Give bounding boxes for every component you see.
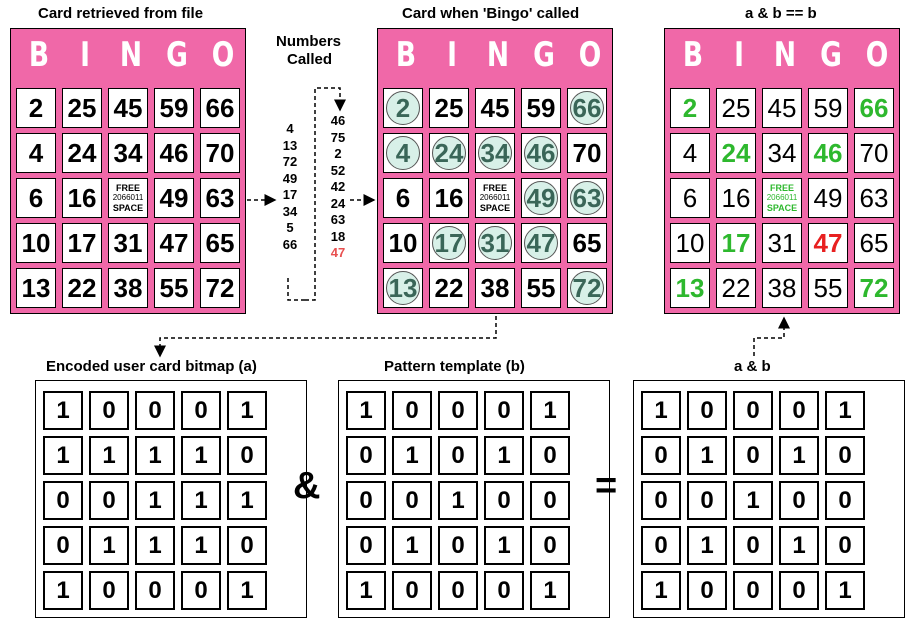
card-cell: 66: [200, 88, 240, 128]
bingo-letter-g: G: [166, 35, 188, 75]
bit-cell: 0: [392, 571, 432, 610]
called-number: 24: [330, 195, 346, 211]
card-cell: 59: [521, 88, 561, 128]
card-cell: 13: [16, 268, 56, 308]
bit-cell: 0: [530, 481, 570, 520]
card-cell: 46: [154, 133, 194, 173]
card-cell: 47: [154, 223, 194, 263]
bit-cell: 0: [779, 481, 819, 520]
called-number: 46: [330, 113, 346, 128]
card-cell: 24: [429, 133, 469, 173]
called-number: 2: [334, 146, 342, 161]
card-cell: 17: [62, 223, 102, 263]
bingo-letter-b: B: [682, 35, 704, 75]
card-cell: 6: [383, 178, 423, 218]
bingo-letter-o: O: [211, 35, 235, 75]
bit-cell: 0: [89, 391, 129, 430]
bit-cell: 0: [779, 571, 819, 610]
bit-cell: 0: [89, 481, 129, 520]
bit-cell: 1: [779, 526, 819, 565]
card-cell: 17: [716, 223, 756, 263]
bit-cell: 0: [392, 391, 432, 430]
card-cell: 72: [567, 268, 607, 308]
card-cell: 65: [854, 223, 894, 263]
bit-cell: 0: [43, 481, 83, 520]
bingo-letter-n: N: [486, 35, 510, 75]
bingo-letter-o: O: [865, 35, 889, 75]
card-cell: 66: [567, 88, 607, 128]
card-cell: 47: [808, 223, 848, 263]
bit-cell: 1: [438, 481, 478, 520]
called-number: 47: [330, 245, 346, 260]
bit-cell: 0: [825, 481, 865, 520]
card-cell: 70: [567, 133, 607, 173]
card-cell: 49: [808, 178, 848, 218]
bit-cell: 0: [530, 436, 570, 475]
bit-cell: 0: [346, 481, 386, 520]
bingo-letter-o: O: [578, 35, 602, 75]
card-cell: 10: [670, 223, 710, 263]
card-cell: 6: [16, 178, 56, 218]
card-cell: 13: [670, 268, 710, 308]
card-cell: 34: [108, 133, 148, 173]
card-cell: 55: [521, 268, 561, 308]
card-cell: 17: [429, 223, 469, 263]
bit-cell: 0: [825, 436, 865, 475]
title-card-bingo: Card when 'Bingo' called: [402, 5, 580, 22]
called-number: 13: [282, 137, 298, 153]
card-cell: 49: [521, 178, 561, 218]
bit-cell: 1: [484, 436, 524, 475]
bit-cell: 0: [43, 526, 83, 565]
card-cell: 63: [854, 178, 894, 218]
bit-cell: 0: [438, 571, 478, 610]
card-cell: 34: [475, 133, 515, 173]
arrow-and-to-result: [754, 318, 784, 356]
card-cell: 72: [854, 268, 894, 308]
card-cell: 2: [383, 88, 423, 128]
title-and-result: a & b: [734, 358, 771, 375]
bit-cell: 0: [733, 391, 773, 430]
card-cell: 38: [762, 268, 802, 308]
bingo-letter-b: B: [395, 35, 417, 75]
bit-cell: 0: [346, 526, 386, 565]
bit-cell: 0: [733, 526, 773, 565]
bit-cell: 1: [825, 571, 865, 610]
card-cell: 31: [475, 223, 515, 263]
bit-cell: 1: [135, 481, 175, 520]
bit-cell: 1: [641, 391, 681, 430]
bit-cell: 0: [687, 391, 727, 430]
called-number: 66: [282, 236, 298, 252]
bingo-letter-n: N: [773, 35, 797, 75]
card-cell: 34: [762, 133, 802, 173]
bit-cell: 1: [687, 436, 727, 475]
called-number: 72: [282, 154, 298, 169]
called-number: 42: [330, 179, 346, 194]
card-cell: 66: [854, 88, 894, 128]
bit-cell: 0: [438, 526, 478, 565]
bit-cell: 0: [227, 436, 267, 475]
bit-cell: 1: [181, 436, 221, 475]
called-number: 63: [330, 212, 346, 227]
bingo-letter-g: G: [820, 35, 842, 75]
card-cell: 25: [716, 88, 756, 128]
card-cell: 31: [108, 223, 148, 263]
card-cell: 16: [429, 178, 469, 218]
card-cell: 4: [383, 133, 423, 173]
card-cell: 24: [62, 133, 102, 173]
card-cell: 24: [716, 133, 756, 173]
card-cell: 45: [762, 88, 802, 128]
card-cell: 46: [521, 133, 561, 173]
bit-cell: 1: [89, 436, 129, 475]
bit-cell: 0: [733, 571, 773, 610]
bingo-letter-i: I: [447, 35, 457, 75]
bit-cell: 1: [43, 571, 83, 610]
bit-cell: 1: [43, 391, 83, 430]
card-cell: 2: [670, 88, 710, 128]
card-cell: 45: [475, 88, 515, 128]
bit-cell: 1: [392, 526, 432, 565]
title-numbers-called-2: Called: [287, 51, 333, 68]
card-cell: 10: [16, 223, 56, 263]
called-number: 4: [286, 121, 294, 136]
bit-cell: 0: [825, 526, 865, 565]
bit-cell: 1: [227, 391, 267, 430]
called-number: 34: [282, 203, 298, 219]
card-cell: 22: [716, 268, 756, 308]
card-cell: 47: [521, 223, 561, 263]
bingo-letter-i: I: [80, 35, 90, 75]
card-cell: 25: [429, 88, 469, 128]
card-cell: 38: [108, 268, 148, 308]
bit-cell: 0: [779, 391, 819, 430]
and-operator: &: [293, 465, 321, 507]
card-cell: 72: [200, 268, 240, 308]
bit-cell: 1: [825, 391, 865, 430]
arrow-card-to-bitmap: [160, 316, 496, 356]
bit-cell: 0: [438, 436, 478, 475]
card-cell: 22: [62, 268, 102, 308]
equals-operator: =: [595, 465, 618, 507]
bit-cell: 1: [392, 436, 432, 475]
card-cell: 22: [429, 268, 469, 308]
free-space: FREE 2066011 SPACE: [112, 183, 144, 213]
bit-cell: 0: [641, 526, 681, 565]
card-cell: 65: [567, 223, 607, 263]
bit-cell: 1: [530, 571, 570, 610]
bit-cell: 0: [135, 391, 175, 430]
bit-cell: 0: [687, 571, 727, 610]
card-cell: 25: [62, 88, 102, 128]
free-space: FREE 2066011 SPACE: [479, 183, 511, 213]
card-cell: 70: [854, 133, 894, 173]
card-cell: 70: [200, 133, 240, 173]
card-cell: 59: [154, 88, 194, 128]
arrow-called-loop: [288, 88, 340, 300]
bit-cell: 0: [687, 481, 727, 520]
card-cell: 4: [670, 133, 710, 173]
bit-cell: 1: [181, 526, 221, 565]
called-number: 18: [330, 228, 346, 244]
bit-cell: 0: [641, 436, 681, 475]
bingo-letter-n: N: [119, 35, 143, 75]
card-cell: 46: [808, 133, 848, 173]
card-cell: 63: [200, 178, 240, 218]
card-cell: 65: [200, 223, 240, 263]
bit-cell: 1: [530, 391, 570, 430]
bit-cell: 1: [89, 526, 129, 565]
bit-cell: 0: [530, 526, 570, 565]
card-cell: 16: [716, 178, 756, 218]
card-cell: 31: [762, 223, 802, 263]
called-number: 49: [282, 170, 298, 186]
bit-cell: 0: [484, 571, 524, 610]
called-number: 75: [330, 129, 346, 145]
bit-cell: 1: [227, 571, 267, 610]
bit-cell: 1: [687, 526, 727, 565]
card-cell: 59: [808, 88, 848, 128]
bit-cell: 1: [484, 526, 524, 565]
card-cell: 13: [383, 268, 423, 308]
card-cell: 4: [16, 133, 56, 173]
bit-cell: 0: [181, 391, 221, 430]
bit-cell: 0: [484, 481, 524, 520]
bit-cell: 1: [181, 481, 221, 520]
card-cell: 45: [108, 88, 148, 128]
card-cell: 16: [62, 178, 102, 218]
called-number: 17: [282, 187, 298, 202]
title-card-result: a & b == b: [745, 5, 817, 22]
bit-cell: 0: [438, 391, 478, 430]
card-cell: 10: [383, 223, 423, 263]
bit-cell: 1: [227, 481, 267, 520]
card-cell: 38: [475, 268, 515, 308]
bit-cell: 1: [641, 571, 681, 610]
bit-cell: 0: [135, 571, 175, 610]
bit-cell: 1: [346, 391, 386, 430]
called-number: 5: [286, 220, 294, 235]
bit-cell: 1: [779, 436, 819, 475]
bit-cell: 0: [89, 571, 129, 610]
bit-cell: 0: [733, 436, 773, 475]
card-cell: 2: [16, 88, 56, 128]
bit-cell: 0: [346, 436, 386, 475]
free-space: FREE 2066011 SPACE: [766, 183, 798, 213]
card-cell: 6: [670, 178, 710, 218]
title-template-b: Pattern template (b): [384, 358, 525, 375]
bit-cell: 0: [392, 481, 432, 520]
bit-cell: 0: [484, 391, 524, 430]
title-card-from-file: Card retrieved from file: [38, 5, 204, 22]
bit-cell: 0: [641, 481, 681, 520]
card-cell: 55: [154, 268, 194, 308]
bit-cell: 0: [227, 526, 267, 565]
title-bitmap-a: Encoded user card bitmap (a): [46, 358, 257, 375]
bit-cell: 1: [346, 571, 386, 610]
bit-cell: 1: [135, 436, 175, 475]
bingo-letter-b: B: [28, 35, 50, 75]
bit-cell: 1: [43, 436, 83, 475]
bingo-letter-i: I: [734, 35, 744, 75]
bit-cell: 1: [135, 526, 175, 565]
card-cell: 55: [808, 268, 848, 308]
called-number: 52: [330, 162, 346, 178]
bit-cell: 0: [181, 571, 221, 610]
card-cell: 63: [567, 178, 607, 218]
title-numbers-called-1: Numbers: [276, 33, 342, 50]
bit-cell: 1: [733, 481, 773, 520]
bingo-letter-g: G: [533, 35, 555, 75]
card-cell: 49: [154, 178, 194, 218]
